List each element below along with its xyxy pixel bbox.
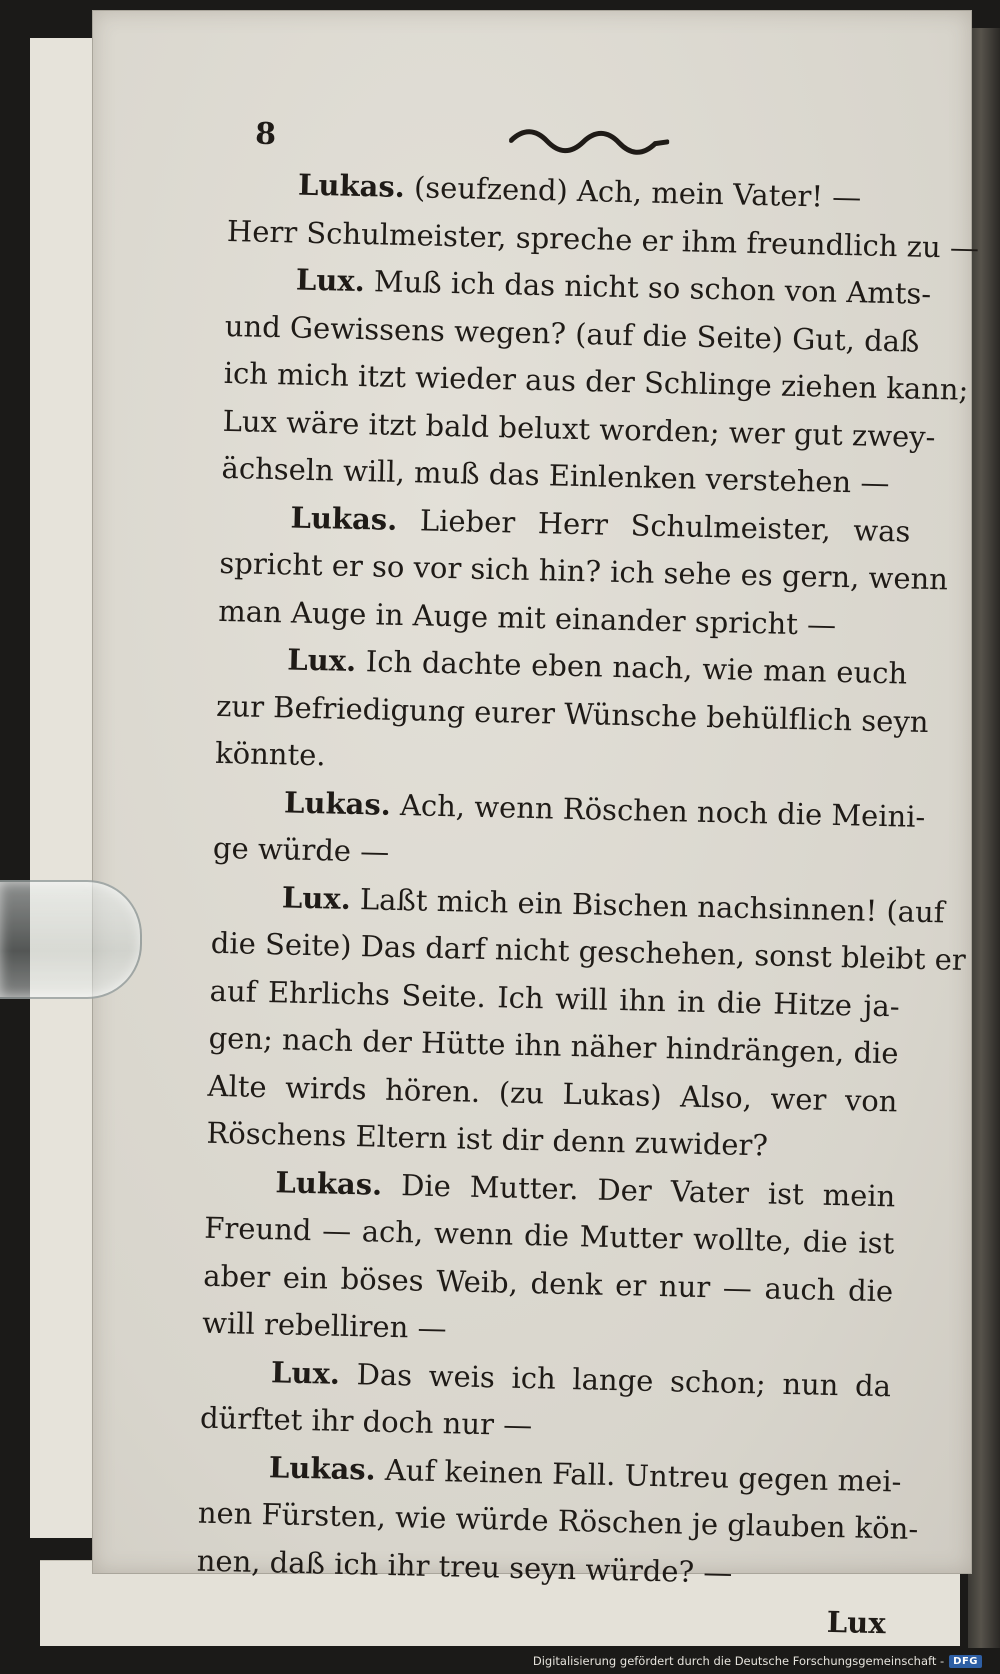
footer-text: Digitalisierung gefördert durch die Deutsche Forschungsgemeinschaft - bbox=[532, 1654, 945, 1668]
page-text-block bbox=[195, 100, 980, 1648]
line-text: nen Fürsten, wie würde Röschen je glauben kön- bbox=[197, 1495, 919, 1546]
page-number: 8 bbox=[254, 116, 277, 153]
line-text: ich mich itzt wieder aus der Schlinge ziehen kann; bbox=[223, 355, 969, 407]
line-text: Röschens Eltern ist dir denn zuwider? bbox=[206, 1115, 769, 1163]
line-text: Die Mutter. Der Vater ist mein bbox=[381, 1167, 896, 1213]
text-lines bbox=[196, 160, 980, 1600]
line-text: und Gewissens wegen? (auf die Seite) Gut, daß bbox=[224, 308, 920, 359]
line-text: Das weis ich lange schon; nun da bbox=[339, 1356, 892, 1403]
speaker-name: Lukas. bbox=[268, 1449, 377, 1487]
line-text: Auf keinen Fall. Untreu gegen mei- bbox=[375, 1452, 902, 1499]
line-text: zur Befriedigung eurer Wünsche behülflich seyn bbox=[215, 688, 929, 739]
speaker-name: Lukas. bbox=[297, 167, 406, 204]
line-text: Lux wäre itzt bald beluxt worden; wer gut zwey- bbox=[222, 403, 936, 454]
digitization-footer bbox=[533, 1654, 982, 1668]
speaker-name: Lux. bbox=[286, 642, 357, 679]
line-text: ge würde — bbox=[212, 830, 390, 869]
speaker-name: Lux. bbox=[295, 262, 366, 299]
line-text: nen, daß ich ihr treu seyn würde? — bbox=[196, 1543, 733, 1590]
glass-page-clip bbox=[0, 880, 142, 999]
line-text: (seufzend) Ach, mein Vater! — bbox=[404, 169, 862, 215]
line-text: Herr Schulmeister, spreche er ihm freundlich zu — bbox=[226, 213, 980, 265]
speaker-name: Lux. bbox=[270, 1354, 341, 1391]
line-text: könnte. bbox=[214, 735, 326, 773]
line-text: Ich dachte eben nach, wie man euch bbox=[355, 644, 908, 691]
line-text: ächseln will, muß das Einlenken verstehen — bbox=[221, 450, 890, 501]
line-text: will rebelliren — bbox=[201, 1305, 447, 1346]
line-text: auf Ehrlichs Seite. Ich will ihn in die Hitze ja- bbox=[209, 973, 901, 1023]
wavy-line-ornament-icon bbox=[509, 126, 670, 156]
line-text: aber ein böses Weib, denk er nur — auch die bbox=[202, 1258, 894, 1308]
line-text: spricht er so vor sich hin? ich sehe es gern, wenn bbox=[219, 545, 949, 597]
line-text: Alte wirds hören. (zu Lukas) Also, wer von bbox=[207, 1068, 898, 1118]
line-text: Ach, wenn Röschen noch die Meini- bbox=[390, 787, 926, 834]
line-text: man Auge in Auge mit einander spricht — bbox=[218, 593, 837, 642]
book-edge bbox=[968, 28, 1000, 1648]
line-text: gen; nach der Hütte ihn näher hindrängen, die bbox=[208, 1020, 899, 1071]
line-text: dürftet ihr doch nur — bbox=[199, 1400, 533, 1443]
speaker-name: Lukas. bbox=[290, 499, 398, 537]
line-text: Muß ich das nicht so schon von Amts- bbox=[364, 264, 932, 311]
speaker-name: Lukas. bbox=[275, 1164, 383, 1202]
speaker-name: Lux. bbox=[281, 879, 352, 916]
dfg-logo: DFG bbox=[949, 1655, 982, 1668]
catchword: Lux bbox=[826, 1604, 886, 1641]
line-text: Laßt mich ein Bischen nachsinnen! (auf bbox=[350, 881, 945, 929]
line-text: Lieber Herr Schulmeister, was bbox=[396, 502, 911, 549]
line-text: Freund — ach, wenn die Mutter wollte, die ist bbox=[204, 1210, 895, 1261]
line-text: die Seite) Das darf nicht geschehen, sonst bleibt er bbox=[210, 925, 967, 977]
speaker-name: Lukas. bbox=[283, 784, 392, 822]
